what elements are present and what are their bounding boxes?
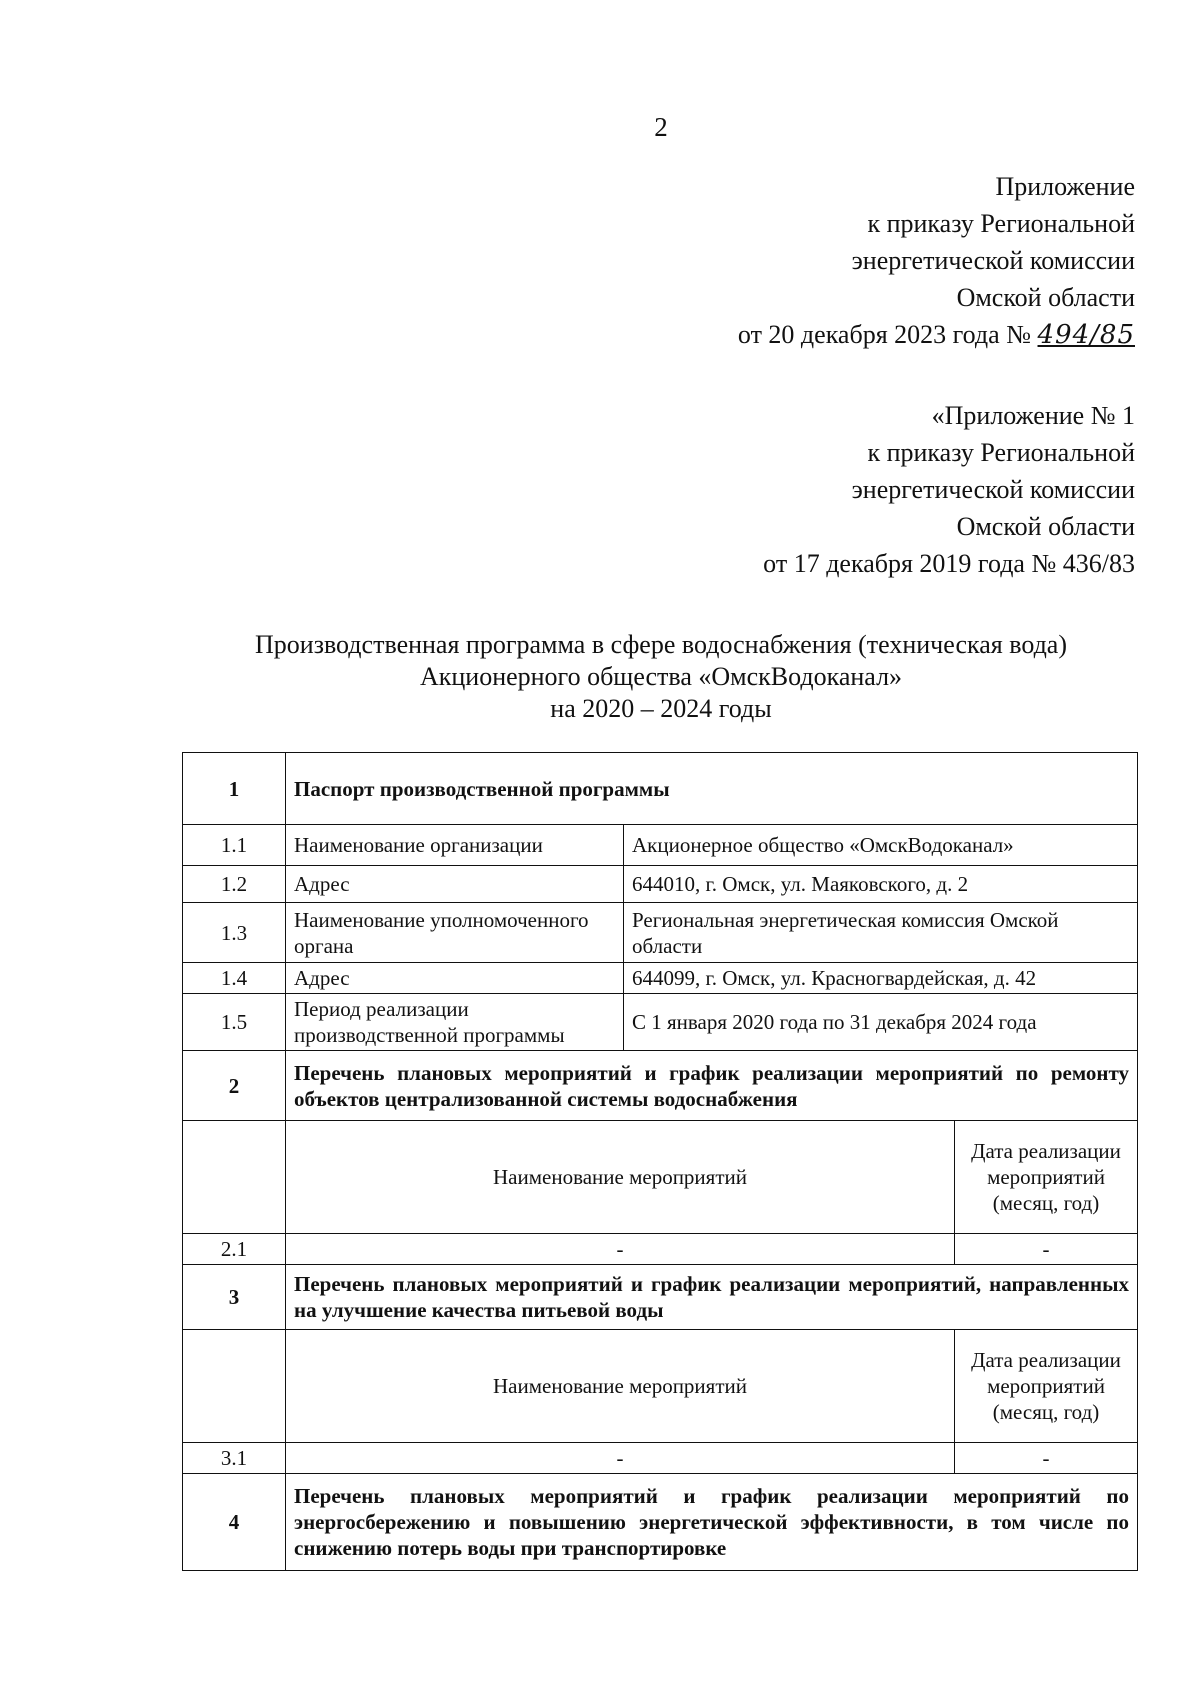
section-3-header-row — [183, 1330, 1138, 1443]
passport-label: Адрес — [286, 866, 624, 903]
section-title: Перечень плановых мероприятий и график реализации мероприятий по ремонту объектов централизованной системы водоснабжения — [286, 1051, 1138, 1121]
passport-value: 644010, г. Омск, ул. Маяковского, д. 2 — [624, 866, 1138, 903]
item-date: - — [955, 1234, 1138, 1265]
appendix-date-line — [738, 316, 1135, 354]
appendix-line: Омской области — [956, 512, 1135, 541]
appendix-current-header — [738, 168, 1135, 354]
section-number: 3 — [183, 1265, 286, 1330]
item-date: - — [955, 1443, 1138, 1474]
section-title: Перечень плановых мероприятий и график реализации мероприятий по энергосбережению и повышению энергетической эффективности, в том числе по снижению потерь воды при транспортировке — [286, 1474, 1138, 1571]
appendix-line: «Приложение № 1 — [931, 401, 1135, 430]
appendix-line: Омской области — [956, 283, 1135, 312]
section-2-header-row — [183, 1121, 1138, 1234]
row-number: 1.3 — [183, 903, 286, 963]
column-header-date: Дата реализации мероприятий (месяц, год) — [955, 1121, 1138, 1234]
section-3-item-row — [183, 1443, 1138, 1474]
column-header-date: Дата реализации мероприятий (месяц, год) — [955, 1330, 1138, 1443]
row-number: 2.1 — [183, 1234, 286, 1265]
passport-row — [183, 963, 1138, 994]
appendix-date-text: от 20 декабря 2023 года № — [737, 320, 1032, 349]
document-title — [0, 629, 1200, 725]
empty-cell — [183, 1330, 286, 1443]
passport-row — [183, 903, 1138, 963]
handwritten-order-number: 494/85 — [1037, 320, 1135, 350]
appendix-original-header — [763, 397, 1135, 582]
passport-label: Наименование организации — [286, 825, 624, 866]
item-name: - — [286, 1443, 955, 1474]
passport-label: Адрес — [286, 963, 624, 994]
title-line: Производственная программа в сфере водоснабжения (техническая вода) — [255, 630, 1067, 659]
column-header-name: Наименование мероприятий — [286, 1330, 955, 1443]
row-number: 1.4 — [183, 963, 286, 994]
section-2-item-row — [183, 1234, 1138, 1265]
passport-row — [183, 994, 1138, 1051]
row-number: 1.1 — [183, 825, 286, 866]
appendix-line: энергетической комиссии — [851, 246, 1135, 275]
section-4-row — [183, 1474, 1138, 1571]
appendix-line: к приказу Региональной — [867, 438, 1135, 467]
section-number: 4 — [183, 1474, 286, 1571]
page-number: 2 — [654, 112, 668, 142]
title-line: на 2020 – 2024 годы — [550, 694, 772, 723]
row-number: 1.5 — [183, 994, 286, 1051]
passport-label: Наименование уполномоченного органа — [286, 903, 624, 963]
section-3-row — [183, 1265, 1138, 1330]
section-1-row — [183, 753, 1138, 825]
row-number: 3.1 — [183, 1443, 286, 1474]
section-number: 2 — [183, 1051, 286, 1121]
section-title: Паспорт производственной программы — [286, 753, 1138, 825]
passport-value: С 1 января 2020 года по 31 декабря 2024 года — [624, 994, 1138, 1051]
empty-cell — [183, 1121, 286, 1234]
appendix-line: от 17 декабря 2019 года № 436/83 — [763, 549, 1135, 578]
appendix-line: Приложение — [995, 172, 1135, 201]
passport-label: Период реализации производственной программы — [286, 994, 624, 1051]
item-name: - — [286, 1234, 955, 1265]
appendix-line: энергетической комиссии — [851, 475, 1135, 504]
production-program-table — [182, 752, 1138, 1571]
section-title: Перечень плановых мероприятий и график реализации мероприятий, направленных на улучшение качества питьевой воды — [286, 1265, 1138, 1330]
passport-row — [183, 825, 1138, 866]
passport-value: 644099, г. Омск, ул. Красногвардейская, д. 42 — [624, 963, 1138, 994]
column-header-name: Наименование мероприятий — [286, 1121, 955, 1234]
row-number: 1.2 — [183, 866, 286, 903]
passport-row — [183, 866, 1138, 903]
section-2-row — [183, 1051, 1138, 1121]
appendix-line: к приказу Региональной — [867, 209, 1135, 238]
passport-value: Региональная энергетическая комиссия Омской области — [624, 903, 1138, 963]
title-line: Акционерного общества «ОмскВодоканал» — [419, 662, 903, 691]
section-number: 1 — [183, 753, 286, 825]
passport-value: Акционерное общество «ОмскВодоканал» — [624, 825, 1138, 866]
